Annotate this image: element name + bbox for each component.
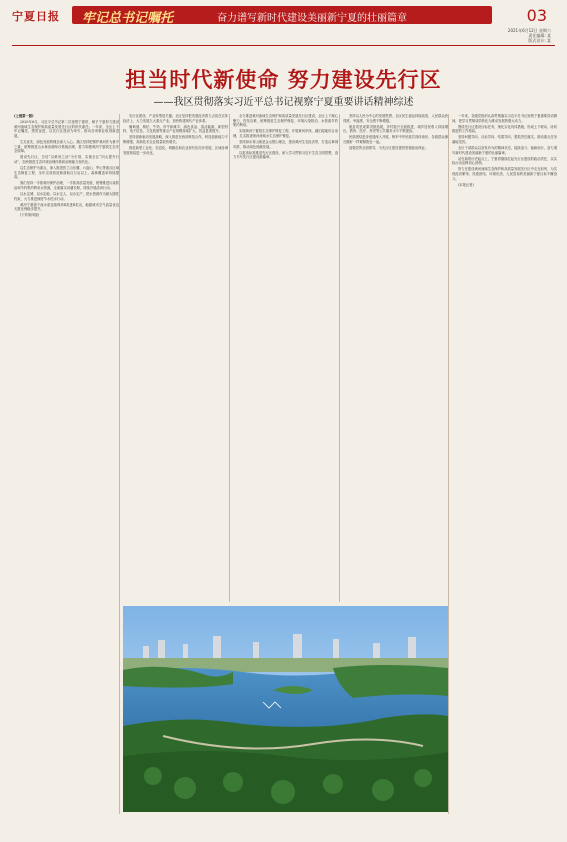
paragraph: 一年来，各级党组织认真贯彻落实习近平总书记视察宁夏重要讲话精神，把学习贯彻成效转化为推动发展的强大动力。 xyxy=(452,114,557,123)
paragraph: 葡萄酒、枸杞、牛奶、肉牛和滩羊、绿色食品、清洁能源、新型材料、电子信息、文化旅游等重点产业规模持续扩大，效益显著提升。 xyxy=(123,124,228,134)
paragraph: (上接第一版) xyxy=(14,114,34,118)
paragraph: 坚持问题导向、目标导向、结果导向，狠抓责任落实，推动重点任务落地见效。 xyxy=(452,135,557,144)
paragraph: (下转第四版) xyxy=(20,213,40,218)
masthead-logo: 宁夏日报 xyxy=(12,10,60,23)
paragraph: 黄河宁夏段干流水质连续保持Ⅱ类进Ⅱ类出，地级城市空气质量优良天数比例稳步提升。 xyxy=(14,202,119,212)
section-banner xyxy=(72,6,492,24)
paragraph: 以水定城、以水定地、以水定人、以水定产，把水资源作为最大刚性约束，大力推进深度节水控水行动。 xyxy=(14,191,119,201)
banner-title: 牢记总书记嘱托 xyxy=(82,11,174,26)
header-divider xyxy=(12,45,555,46)
paragraph: 推进新型工业化、信息化、城镇化和农业现代化同步发展，区域协调发展格局进一步优化。 xyxy=(123,146,228,155)
paragraph: 2020年6月，习近平总书记第二次视察宁夏时，赋予宁夏努力建设黄河流域生态保护和高质量发展先行区的时代重任。一年来，全区上下牢记嘱托、感恩奋进，以先行区建设为牵引，推动各项事业取得新进展。 xyxy=(14,120,119,138)
paragraph: 民族团结进步创建深入开展，铸牢中华民族共同体意识，各族群众像石榴籽一样紧紧抱在一起。 xyxy=(343,135,448,144)
meta-line: 版式设计: 某 xyxy=(528,38,551,43)
paragraph: 全力推进黄河流域生态保护和高质量发展先行区建设，全区上下凝心聚力，攻坚克难，统筹推进生态保护修复、环境污染防治、水资源节约集约利用。 xyxy=(233,114,338,128)
paragraph: 坚持创新驱动发展战略，深入推进东西部科技合作，科技创新能力不断增强，高新技术企业数量较快增长。 xyxy=(123,135,228,144)
article-subheadline: ——我区贯彻落实习近平总书记视察宁夏重要讲话精神综述 xyxy=(153,97,414,108)
paragraph: 坚持绿水青山就是金山银山理念，建设黄河生态经济带，打造沿黄城市群，推动绿色低碳发展。 xyxy=(233,139,338,149)
article-headline: 担当时代新使命 努力建设先行区 xyxy=(125,68,442,92)
article-column-4 xyxy=(343,114,448,454)
paragraph: 努力在建设黄河流域生态保护和高质量发展先行区中走在前列，为实现经济繁荣、民族团结、环境优美、人民富裕的美丽新宁夏目标不懈奋斗。 xyxy=(452,167,557,181)
city-landscape-photo xyxy=(123,606,448,812)
paragraph: 站在新的历史起点上，宁夏将继续扛起先行区建设的政治责任，以实际行动诠释初心使命。 xyxy=(452,156,557,166)
article-column-3 xyxy=(233,114,338,454)
banner-subtitle: 奋力谱写新时代建设美丽新宁夏的壮丽篇章 xyxy=(217,13,407,24)
paragraph: 建设先行区，总结“以黄河之治”为引领，实施全区“四大提升行动”，加快推进生态环境治理体系和治理能力现代化。 xyxy=(14,155,119,164)
paragraph: 先行区建设，产业转型是关键。全区坚持把发展经济着力点放在实体经济上，大力发展九大重点产业，加快构建现代产业体系。 xyxy=(123,114,228,123)
column-divider xyxy=(119,114,120,814)
edition-meta xyxy=(481,28,551,43)
paragraph: 我们坚持一手抓黄河保护治理，一手抓高质量发展，统筹推进污染防治和节约集约利用水资源，全面落实河湖长制，持续开展清河行动。 xyxy=(14,181,119,190)
paragraph: 以生态保护为重点，深入推进贺兰山东麓、六盘山、罗山等重点区域生态修复工程，全年完成营造林面积百万亩以上，森林覆盖率持续提高。 xyxy=(14,165,119,180)
paragraph: 实施黄河宁夏段生态保护修复工程，开展黄河岸线、湖泊湿地综合治理，扎实推进黄河流域水生态保护修复。 xyxy=(233,129,338,138)
paragraph: (本报记者) xyxy=(458,182,474,187)
meta-line: 2021年6月12日 星期六 xyxy=(507,28,551,33)
paragraph: 生态优先、绿色发展的理念深入人心。我区坚持把保护黄河作为重中之重，统筹推进山水林田湖草沙系统治理，着力构建黄河宁夏段生态安全屏障。 xyxy=(14,139,119,154)
column-divider xyxy=(448,114,449,814)
article-column-5 xyxy=(452,114,557,842)
paragraph: 围绕先行区建设目标任务，细化实化具体措施，形成上下联动、协同推进的工作格局。 xyxy=(452,124,557,134)
page-number: 03 xyxy=(526,6,547,25)
column-divider xyxy=(339,114,340,602)
paragraph: 以更高标准推进先行区建设，深入学习贯彻习近平生态文明思想，奋力书写先行区建设新篇章。 xyxy=(233,150,338,160)
article-column-2 xyxy=(123,114,228,454)
article-column-1 xyxy=(14,114,119,842)
column-divider xyxy=(229,114,230,602)
meta-line: 责任编辑: 某 xyxy=(528,33,551,38)
paragraph: 脱贫攻坚成果巩固拓展，乡村振兴全面推进，城乡居民收入持续增长，教育、医疗、养老等公共服务水平不断提高。 xyxy=(343,124,448,134)
paragraph: 坚持以人民为中心的发展思想，全区民生福祉持续改善，人民群众获得感、幸福感、安全感不断增强。 xyxy=(343,114,448,123)
paragraph: 全区干部群众以奋发有为的精神状态，接续奋斗、砥砺前行，奋力谱写新时代建设美丽新宁夏的壮丽篇章。 xyxy=(452,146,557,155)
paragraph: 加强党的全面领导，为先行区建设提供坚强政治保证。 xyxy=(349,146,429,151)
